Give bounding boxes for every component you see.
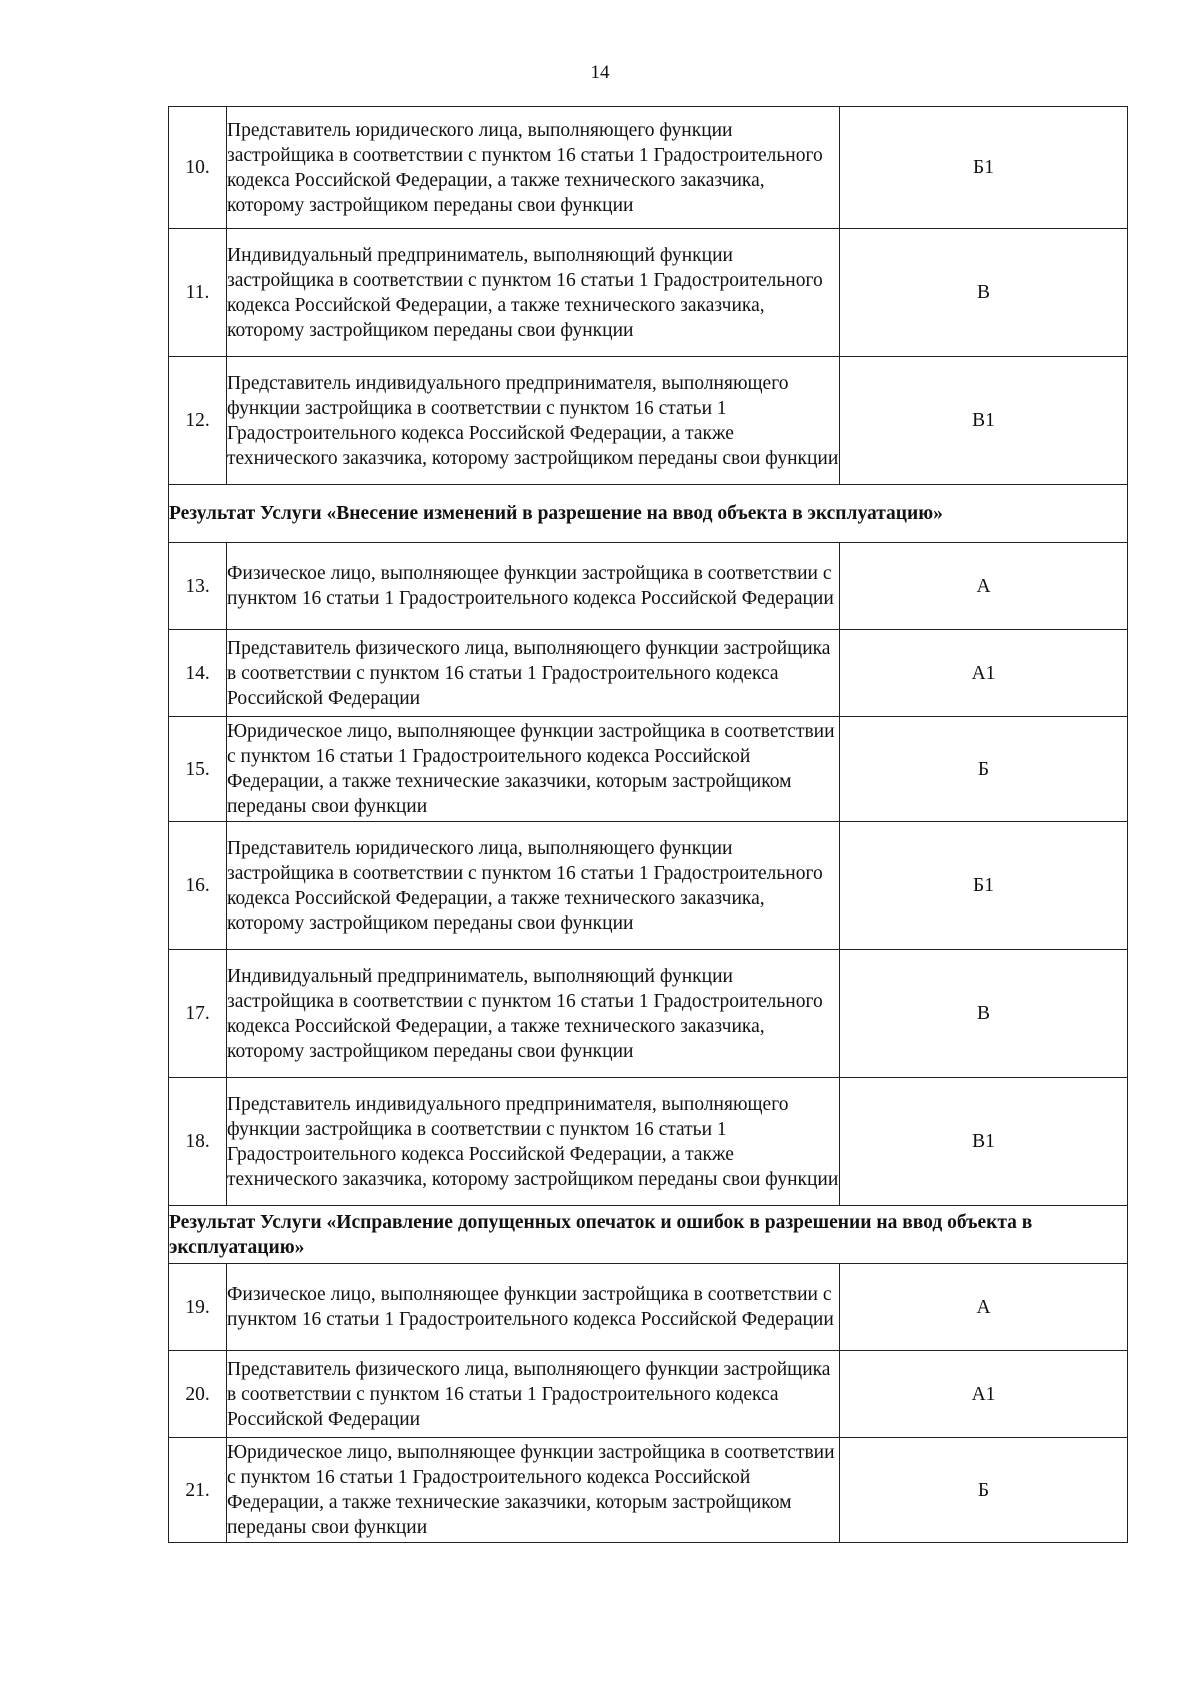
row-number: 10. xyxy=(169,107,227,229)
applicant-code: Б1 xyxy=(840,107,1128,229)
applicant-code: А xyxy=(840,1264,1128,1351)
applicant-description: Физическое лицо, выполняющее функции застройщика в соответствии с пунктом 16 статьи 1 Градостроительного кодекса Российской Федерации xyxy=(227,1264,840,1351)
row-number: 21. xyxy=(169,1438,227,1543)
row-number: 15. xyxy=(169,717,227,822)
row-number: 14. xyxy=(169,630,227,717)
section-header-row xyxy=(169,1206,1128,1264)
table-row xyxy=(169,822,1128,950)
applicant-description: Представитель физического лица, выполняющего функции застройщика в соответствии с пунктом 16 статьи 1 Градостроительного кодекса Российской Федерации xyxy=(227,1351,840,1438)
table-row xyxy=(169,630,1128,717)
applicant-description: Юридическое лицо, выполняющее функции застройщика в соответствии с пунктом 16 статьи 1 Градостроительного кодекса Российской Федерации, а также технические заказчики, которым застройщиком переданы свои функции xyxy=(227,717,840,822)
applicant-description: Представитель индивидуального предпринимателя, выполняющего функции застройщика в соответствии с пунктом 16 статьи 1 Градостроительного кодекса Российской Федерации, а также технического заказчика, которому застройщиком переданы свои функции xyxy=(227,357,840,485)
row-number: 12. xyxy=(169,357,227,485)
table-row xyxy=(169,357,1128,485)
section-title: Результат Услуги «Внесение изменений в разрешение на ввод объекта в эксплуатацию» xyxy=(169,485,1128,543)
table-row xyxy=(169,1351,1128,1438)
applicant-code: Б xyxy=(840,717,1128,822)
applicant-description: Юридическое лицо, выполняющее функции застройщика в соответствии с пунктом 16 статьи 1 Градостроительного кодекса Российской Федерации, а также технические заказчики, которым застройщиком переданы свои функции xyxy=(227,1438,840,1543)
row-number: 17. xyxy=(169,950,227,1078)
table-row xyxy=(169,229,1128,357)
table-row xyxy=(169,1078,1128,1206)
applicant-table xyxy=(168,106,1128,1543)
row-number: 13. xyxy=(169,543,227,630)
page-number: 14 xyxy=(590,62,610,83)
applicant-description: Индивидуальный предприниматель, выполняющий функции застройщика в соответствии с пунктом 16 статьи 1 Градостроительного кодекса Российской Федерации, а также технического заказчика, которому застройщиком переданы свои функции xyxy=(227,950,840,1078)
applicant-description: Представитель юридического лица, выполняющего функции застройщика в соответствии с пунктом 16 статьи 1 Градостроительного кодекса Российской Федерации, а также технического заказчика, которому застройщиком переданы свои функции xyxy=(227,822,840,950)
row-number: 11. xyxy=(169,229,227,357)
table-row xyxy=(169,543,1128,630)
applicant-description: Представитель юридического лица, выполняющего функции застройщика в соответствии с пунктом 16 статьи 1 Градостроительного кодекса Российской Федерации, а также технического заказчика, которому застройщиком переданы свои функции xyxy=(227,107,840,229)
applicant-code: Б xyxy=(840,1438,1128,1543)
row-number: 18. xyxy=(169,1078,227,1206)
applicant-code: В xyxy=(840,950,1128,1078)
table-row xyxy=(169,1438,1128,1543)
applicant-description: Представитель физического лица, выполняющего функции застройщика в соответствии с пунктом 16 статьи 1 Градостроительного кодекса Российской Федерации xyxy=(227,630,840,717)
row-number: 16. xyxy=(169,822,227,950)
row-number: 20. xyxy=(169,1351,227,1438)
applicant-description: Представитель индивидуального предпринимателя, выполняющего функции застройщика в соответствии с пунктом 16 статьи 1 Градостроительного кодекса Российской Федерации, а также технического заказчика, которому застройщиком переданы свои функции xyxy=(227,1078,840,1206)
table-row xyxy=(169,107,1128,229)
section-header-row xyxy=(169,485,1128,543)
table-row xyxy=(169,1264,1128,1351)
applicant-code: В1 xyxy=(840,1078,1128,1206)
table-row xyxy=(169,950,1128,1078)
applicant-description: Индивидуальный предприниматель, выполняющий функции застройщика в соответствии с пунктом 16 статьи 1 Градостроительного кодекса Российской Федерации, а также технического заказчика, которому застройщиком переданы свои функции xyxy=(227,229,840,357)
applicant-description: Физическое лицо, выполняющее функции застройщика в соответствии с пунктом 16 статьи 1 Градостроительного кодекса Российской Федерации xyxy=(227,543,840,630)
applicant-code: В1 xyxy=(840,357,1128,485)
applicant-code: Б1 xyxy=(840,822,1128,950)
applicant-code: А1 xyxy=(840,630,1128,717)
section-title: Результат Услуги «Исправление допущенных опечаток и ошибок в разрешении на ввод объекта в эксплуатацию» xyxy=(169,1206,1128,1264)
applicant-code: А xyxy=(840,543,1128,630)
row-number: 19. xyxy=(169,1264,227,1351)
applicant-code: В xyxy=(840,229,1128,357)
table-row xyxy=(169,717,1128,822)
applicant-code: А1 xyxy=(840,1351,1128,1438)
